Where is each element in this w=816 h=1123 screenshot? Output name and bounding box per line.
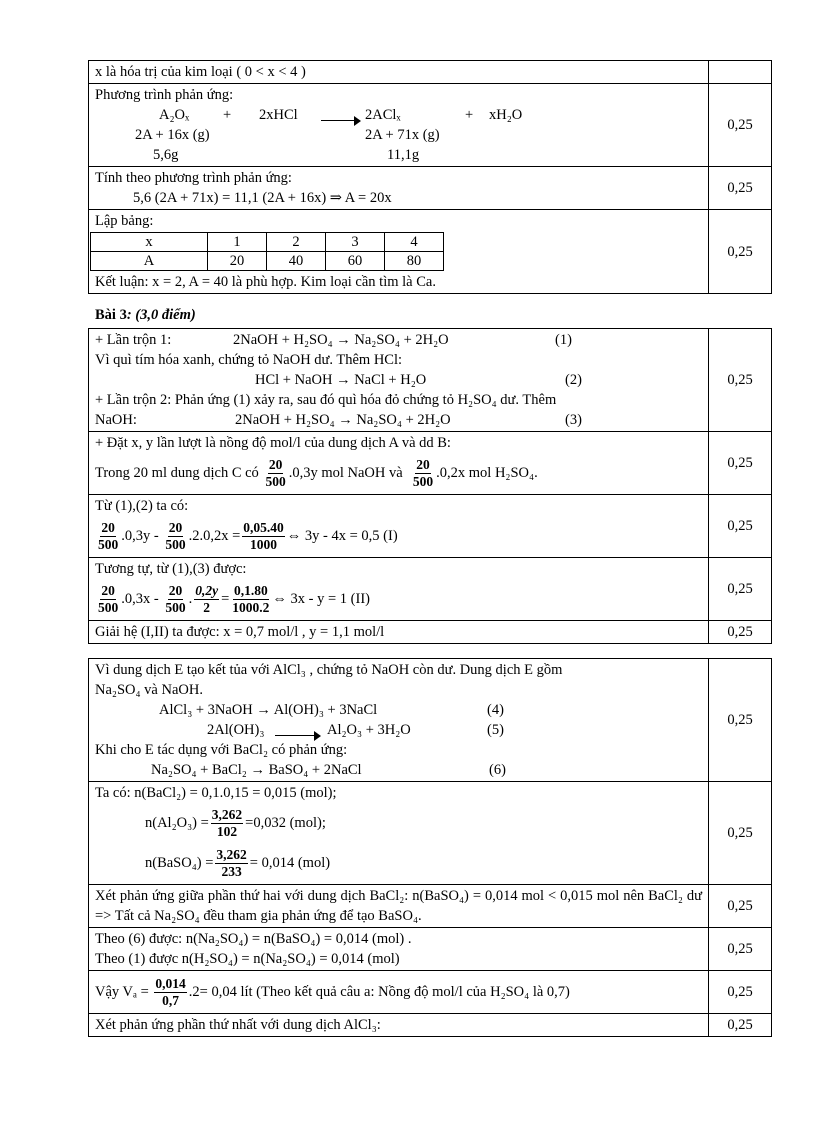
score-cell: 0,25 (709, 495, 772, 558)
cell-text (89, 1014, 709, 1037)
table-cell: 3 (326, 233, 385, 252)
denominator: 500 (265, 473, 286, 489)
section-number: Bài 3 (95, 307, 127, 323)
mix-1-line (95, 330, 702, 350)
score-cell: 0,25 (709, 659, 772, 782)
equation-number: (2) (565, 372, 582, 388)
equation-number: (4) (487, 702, 504, 718)
derivation-heading: Từ (1),(2) ta có: (95, 498, 189, 514)
calc-equation: 5,6 (2A + 71x) = 11,1 (2A + 16x) ⇒ A = 20x (133, 190, 392, 206)
score-cell (709, 61, 772, 84)
numerator: 0,05.40 (243, 519, 284, 535)
cell-text (89, 495, 709, 558)
fraction (164, 520, 186, 553)
table-row (89, 167, 772, 210)
score-cell: 0,25 (709, 210, 772, 294)
denominator: 2 (203, 599, 211, 615)
given-term: 11,1g (387, 147, 420, 163)
answer-table-part-2 (88, 328, 772, 644)
reaction-6 (95, 760, 702, 780)
system-solution: Giải hệ (I,II) ta được: x = 0,7 mol/l , y = 1,1 mol/l (95, 624, 385, 640)
numerator: 20 (168, 519, 183, 535)
equation-term: + (223, 107, 232, 123)
table-row (89, 1014, 772, 1037)
composition-line (95, 453, 702, 493)
stoichiometry-line: Theo (1) được n(H₂SO₄) = n(Na₂SO₄) = 0,014 (mol) (95, 951, 400, 967)
volume-result (95, 972, 702, 1012)
table-row (89, 558, 772, 621)
denominator: 233 (221, 863, 242, 879)
cell-text (89, 621, 709, 644)
fraction (211, 807, 243, 840)
explanation: Xét phản ứng giữa phần thứ hai với dung dịch BaCl₂: n(BaSO₄) = 0,014 mol < 0,015 mol nên BaCl₂ dư => Tất cả Na₂SO₄ đều tham gia phản ứng để tạo BaSO₄. (95, 888, 702, 924)
numerator: 20 (101, 582, 115, 598)
text: n(BaSO₄) = (145, 855, 214, 871)
equation: 2NaOH + H₂SO₄ → Na₂SO₄ + 2H₂O (235, 412, 451, 428)
cell-text (89, 167, 709, 210)
section-title (95, 307, 196, 324)
denominator: 1000.2 (232, 599, 270, 615)
fraction (194, 583, 219, 616)
fraction (264, 457, 286, 490)
table-row (89, 621, 772, 644)
mass-term: 2A + 71x (g) (365, 127, 440, 143)
hcl-line (95, 370, 702, 390)
fraction (97, 583, 119, 616)
text: =0,032 (mol); (245, 815, 326, 831)
table-cell: 4 (385, 233, 444, 252)
text: ⇔ 3y - 4x = 0,5 (I) (286, 528, 398, 544)
reaction-heading: Phương trình phản ứng: (95, 87, 234, 103)
cell-text (89, 782, 709, 885)
table-cell: x (91, 233, 208, 252)
text: .0,3y mol NaOH và (288, 465, 403, 481)
explanation: Khi cho E tác dụng với BaCl₂ có phản ứng: (95, 742, 348, 758)
equation: 2NaOH + H₂SO₄ → Na₂SO₄ + 2H₂O (233, 332, 449, 348)
given-line (95, 145, 702, 165)
score-cell: 0,25 (709, 432, 772, 495)
calc-heading: Tính theo phương trình phản ứng: (95, 170, 292, 186)
denominator: 1000 (250, 536, 278, 552)
definition: + Đặt x, y lần lượt là nồng độ mol/l của dung dịch A và dd B: (95, 435, 451, 451)
table-row (89, 61, 772, 84)
fraction (215, 847, 247, 880)
equation: HCl + NaOH → NaCl + H₂O (255, 372, 427, 388)
text: n(Al₂O₃) = (145, 815, 209, 831)
equation: AlCl₃ + 3NaOH → Al(OH)₃ + 3NaCl (159, 702, 378, 718)
table-row (89, 495, 772, 558)
explanation: Vì dung dịch E tạo kết tủa với AlCl₃ , chứng tỏ NaOH còn dư. Dung dịch E gồm (95, 662, 563, 678)
score-cell: 0,25 (709, 84, 772, 167)
explanation: Vì quì tím hóa xanh, chứng tỏ NaOH dư. Thêm HCl: (95, 352, 403, 368)
numerator: 0,014 (155, 975, 186, 991)
numerator: 20 (101, 519, 115, 535)
al2o3-moles (95, 803, 702, 843)
equation-term: xH₂O (489, 107, 523, 123)
text: .0,3y - (121, 528, 159, 544)
score-cell: 0,25 (709, 558, 772, 621)
text: .0,3x - (121, 591, 159, 607)
score-cell: 0,25 (709, 782, 772, 885)
table-cell: 2 (267, 233, 326, 252)
text: Trong 20 ml dung dịch C có (95, 465, 259, 481)
reaction-5 (95, 720, 702, 740)
denominator: 500 (98, 599, 119, 615)
equation-number: (3) (565, 412, 582, 428)
table-cell: 20 (208, 252, 267, 271)
explanation: + Lần trộn 2: Phản ứng (1) xảy ra, sau đó quì hóa đỏ chứng tỏ H₂SO₄ dư. Thêm (95, 392, 557, 408)
bacl2-moles: Ta có: n(BaCl₂) = 0,1.0,15 = 0,015 (mol); (95, 785, 337, 801)
cell-text (89, 329, 709, 432)
table-row (89, 782, 772, 885)
baso4-moles (95, 843, 702, 883)
numerator: 0,2y (195, 582, 219, 598)
denominator: 500 (165, 536, 186, 552)
cell-text (89, 971, 709, 1014)
equation-term: 2AClₓ (365, 107, 401, 123)
fraction (231, 583, 270, 616)
text: ⇔ 3x - y = 1 (II) (272, 591, 370, 607)
text: = 0,014 (mol) (249, 855, 331, 871)
equation-ii (95, 579, 702, 619)
table-heading: Lập bảng: (95, 213, 154, 229)
score-cell: 0,25 (709, 329, 772, 432)
numerator: 20 (268, 456, 283, 472)
derivation-heading: Tương tự, từ (1),(3) được: (95, 561, 247, 577)
equation: Na₂SO₄ + BaCl₂ → BaSO₄ + 2NaCl (151, 762, 362, 778)
denominator: 102 (216, 823, 238, 839)
equation-number: (6) (489, 762, 506, 778)
score-cell: 0,25 (709, 885, 772, 928)
cell-text (89, 210, 709, 294)
answer-table-part-3 (88, 658, 772, 1037)
table-cell: 40 (267, 252, 326, 271)
answer-table-part-1 (88, 60, 772, 294)
explanation: Na₂SO₄ và NaOH. (95, 682, 203, 698)
numerator: 3,262 (211, 806, 243, 822)
table-row (89, 659, 772, 782)
reaction-4 (95, 700, 702, 720)
score-cell: 0,25 (709, 928, 772, 971)
mix-2-line (95, 410, 702, 430)
mix-label: + Lần trộn 1: (95, 332, 172, 348)
value-table (90, 232, 444, 271)
text: = (221, 591, 230, 607)
cell-text (89, 84, 709, 167)
score-cell: 0,25 (709, 971, 772, 1014)
cell-text (89, 432, 709, 495)
equation-term: 2Al(OH)₃ (207, 722, 265, 738)
table-row (91, 252, 444, 271)
reaction-equation (95, 105, 702, 125)
table-cell: 80 (385, 252, 444, 271)
table-row (89, 928, 772, 971)
table-cell: 60 (326, 252, 385, 271)
fraction (97, 520, 119, 553)
valence-note: x là hóa trị của kim loại ( 0 < x < 4 ) (95, 64, 306, 80)
table-row (89, 432, 772, 495)
conclusion: Kết luận: x = 2, A = 40 là phù hợp. Kim loại cần tìm là Ca. (95, 274, 436, 290)
section-points: : (3,0 điểm) (126, 307, 196, 323)
denominator: 500 (98, 536, 119, 552)
table-cell: 1 (208, 233, 267, 252)
table-row (89, 84, 772, 167)
mass-line (95, 125, 702, 145)
equation-number: (5) (487, 722, 504, 738)
mix-label: NaOH: (95, 412, 137, 428)
cell-text (89, 659, 709, 782)
table-row (89, 210, 772, 294)
fraction (412, 457, 434, 490)
fraction (242, 520, 285, 553)
table-cell: A (91, 252, 208, 271)
table-row (89, 885, 772, 928)
text: Vậy Vₐ = (95, 984, 149, 1000)
table-row (89, 329, 772, 432)
score-cell: 0,25 (709, 621, 772, 644)
numerator: 20 (416, 456, 430, 472)
score-cell: 0,25 (709, 167, 772, 210)
explanation: Xét phản ứng phần thứ nhất với dung dịch AlCl₃: (95, 1017, 381, 1033)
score-cell: 0,25 (709, 1014, 772, 1037)
text: .2= 0,04 lít (Theo kết quả câu a: Nồng độ mol/l của H₂SO₄ là 0,7) (188, 984, 570, 1000)
denominator: 0,7 (162, 992, 180, 1008)
text: . (188, 591, 193, 607)
equation-term: + (465, 107, 474, 123)
table-row (91, 233, 444, 252)
cell-text (89, 928, 709, 971)
cell-text (89, 558, 709, 621)
text: .2.0,2x = (188, 528, 241, 544)
equation-number: (1) (555, 332, 572, 348)
table-row (89, 971, 772, 1014)
equation-i (95, 516, 702, 556)
fraction (154, 976, 186, 1009)
text: .0,2x mol H₂SO₄. (436, 465, 538, 481)
given-term: 5,6g (153, 147, 179, 163)
cell-text (89, 61, 709, 84)
stoichiometry-line: Theo (6) được: n(Na₂SO₄) = n(BaSO₄) = 0,014 (mol) . (95, 931, 412, 947)
equation-term: Al₂O₃ + 3H₂O (327, 722, 411, 738)
cell-text (89, 885, 709, 928)
numerator: 20 (168, 582, 183, 598)
fraction (164, 583, 186, 616)
equation-term: A₂Oₓ (159, 107, 190, 123)
denominator: 500 (165, 599, 186, 615)
equation-term: 2xHCl (259, 107, 298, 123)
mass-term: 2A + 16x (g) (135, 127, 210, 143)
numerator: 0,1.80 (233, 582, 268, 598)
numerator: 3,262 (216, 846, 247, 862)
denominator: 500 (412, 473, 434, 489)
